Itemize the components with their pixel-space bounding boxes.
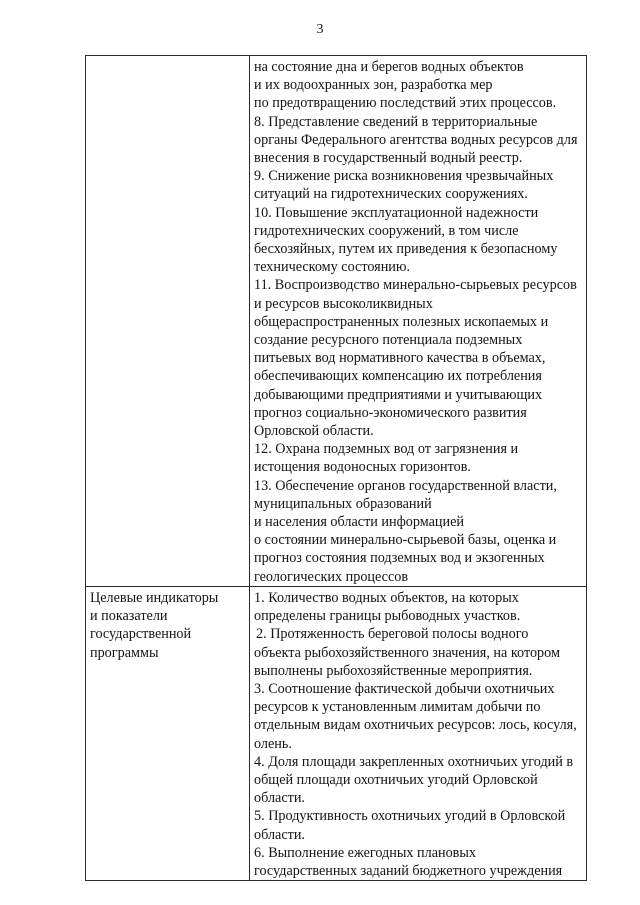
row-label-cell <box>86 56 250 587</box>
content-line: прогноз социально-экономического развития <box>254 404 527 421</box>
content-line: 12. Охрана подземных вод от загрязнения и <box>254 441 519 458</box>
content-line: 10. Повышение эксплуатационной надежности <box>254 204 539 221</box>
row-label-cell <box>86 586 250 880</box>
content-line: ситуаций на гидротехнических сооружениях. <box>254 186 528 203</box>
content-line: 2. Протяженность береговой полосы водного <box>256 626 529 643</box>
content-line: 8. Представление сведений в территориальные <box>254 113 538 130</box>
content-line: 9. Снижение риска возникновения чрезвычайных <box>254 168 554 185</box>
content-line: органы Федерального агентства водных ресурсов для <box>254 131 578 148</box>
content-line: 3. Соотношение фактической добычи охотничьих <box>254 680 555 697</box>
content-line: создание ресурсного потенциала подземных <box>254 332 523 349</box>
content-line: объекта рыбохозяйственного значения, на котором <box>254 644 560 661</box>
label-line: программы <box>90 644 159 661</box>
content-line: истощения водоносных горизонтов. <box>254 459 471 476</box>
content-line: 6. Выполнение ежегодных плановых <box>254 844 477 861</box>
content-line: геологических процессов <box>254 568 409 585</box>
content-line: на состояние дна и берегов водных объектов <box>254 59 524 75</box>
content-line: олень. <box>254 735 292 752</box>
program-table <box>85 55 587 881</box>
page-number: 3 <box>316 22 324 37</box>
label-line: государственной <box>90 626 192 643</box>
content-line: муниципальных образований <box>254 495 432 512</box>
content-line: определены границы рыбоводных участков. <box>254 608 521 625</box>
content-line: бесхозяйных, путем их приведения к безопасному <box>254 241 558 258</box>
label-line: и показатели <box>90 608 168 625</box>
content-line: внесения в государственный водный реестр. <box>254 150 523 167</box>
content-line: питьевых вод нормативного качества в объемах, <box>254 350 546 367</box>
content-line: Орловской области. <box>254 423 374 440</box>
content-line: государственных заданий бюджетного учреждения <box>254 862 563 879</box>
content-line: ресурсов к установленным лимитам добычи по <box>254 699 541 716</box>
content-line: выполнены рыбохозяйственные мероприятия. <box>254 662 533 679</box>
content-line: добывающими предприятиями и учитывающих <box>254 386 543 403</box>
label-line: Целевые индикаторы <box>90 589 219 606</box>
content-line: общей площади охотничьих угодий Орловской <box>254 771 538 788</box>
content-line: и их водоохранных зон, разработка мер <box>254 77 493 94</box>
content-line: гидротехнических сооружений, в том числе <box>254 222 519 239</box>
row-content-cell <box>250 56 587 587</box>
content-line: отдельным видам охотничьих ресурсов: лось, косуля, <box>254 717 577 734</box>
table-row-tasks <box>86 56 587 587</box>
row-content-cell <box>250 586 587 880</box>
content-line: 1. Количество водных объектов, на которых <box>254 589 519 606</box>
content-line: и ресурсов высоколиквидных <box>254 295 433 312</box>
content-line: по предотвращению последствий этих процессов. <box>254 95 557 112</box>
content-line: общераспространенных полезных ископаемых и <box>254 313 549 330</box>
content-line: 11. Воспроизводство минерально-сырьевых ресурсов <box>254 277 577 294</box>
content-line: прогноз состояния подземных вод и экзогенных <box>254 550 545 567</box>
content-line: техническому состоянию. <box>254 259 411 276</box>
content-line: 5. Продуктивность охотничьих угодий в Орловской <box>254 808 566 825</box>
content-line: о состоянии минерально-сырьевой базы, оценка и <box>254 532 557 549</box>
content-line: 13. Обеспечение органов государственной власти, <box>254 477 557 494</box>
content-line: обеспечивающих компенсацию их потребления <box>254 368 542 385</box>
content-line: области. <box>254 826 305 843</box>
content-line: области. <box>254 790 305 807</box>
table-row-indicators <box>86 586 587 880</box>
content-line: и населения области информацией <box>254 514 465 531</box>
content-line: 4. Доля площади закрепленных охотничьих угодий в <box>254 753 574 770</box>
